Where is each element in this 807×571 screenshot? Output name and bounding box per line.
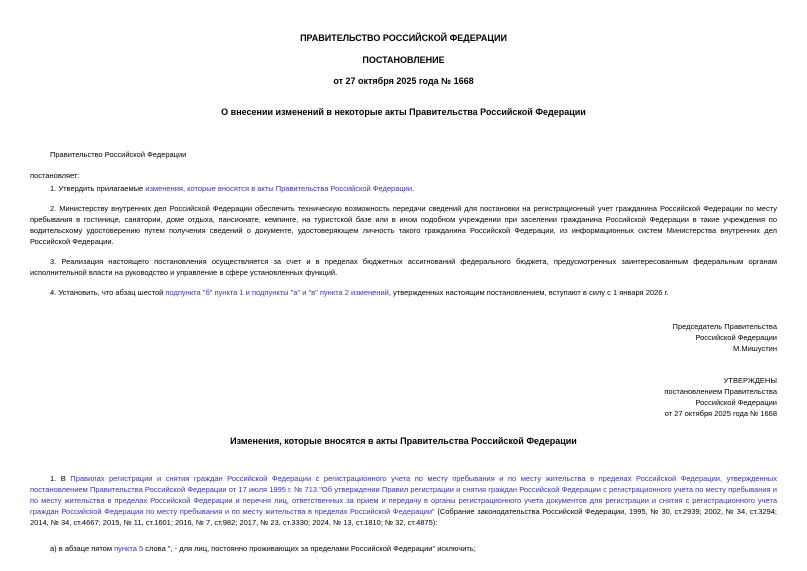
- doc-link[interactable]: изменения, которые вносятся в акты Правительства Российской Федерации: [145, 184, 413, 193]
- doc-link[interactable]: Правилах регистрации и снятия граждан Российской Федерации с регистрационного учета по месту пребывания и по месту жительства в пределах Российской Федерации, утвержденных постановлением Правительства Российской Федерации от 17 июля 1995 г. № 713 "Об утверждении Правил регистрации и снятия граждан Российской Федерации с регистрационного учета по месту пребывания и по месту жительства в пределах Российской Федерации и перечня лиц, ответственных за прием и передачу в органы регистрационного учета документов для регистрации и снятия с регистрационного учета граждан Российской Федерации по месту пребывания и по месту жительства в пределах Российской Федерации": [30, 474, 777, 516]
- amendment-point-1: [30, 473, 777, 528]
- document-type: ПОСТАНОВЛЕНИЕ: [362, 55, 445, 65]
- point-3: [30, 256, 777, 278]
- preamble-line: Правительство Российской Федерации: [50, 150, 187, 159]
- approved-date-number: от 27 октября 2025 года № 1668: [664, 409, 777, 418]
- document-date-number: от 27 октября 2025 года № 1668: [333, 76, 474, 86]
- approved-word: УТВЕРЖДЕНЫ: [723, 376, 777, 385]
- text-segment: 4. Установить, что абзац шестой: [50, 288, 166, 297]
- text-segment: .: [412, 184, 415, 193]
- text-segment: слова ", - для лиц, постоянно проживающих за пределами Российской Федерации" исключить;: [143, 544, 476, 553]
- doc-link[interactable]: подпункта "б" пункта 1 и подпункты "а" и "в" пункта 2 изменений: [165, 288, 389, 297]
- approved-block: [30, 375, 777, 419]
- point-4: [30, 287, 777, 298]
- resolves-line: постановляет:: [30, 171, 80, 180]
- point-1: [30, 183, 777, 194]
- text-segment: 1. В: [50, 474, 71, 483]
- document-org: ПРАВИТЕЛЬСТВО РОССИЙСКОЙ ФЕДЕРАЦИИ: [300, 33, 507, 43]
- text-segment: 1. Утвердить прилагаемые: [50, 184, 146, 193]
- text-segment: (Собрание законодательства Российской Федерации, 1995, № 30, ст.2939; 2002, № 34, ст.3294; 2014, № 34, ст.4667; 2015, № 11, ст.1601; 2016, № 7, ст.982; 2017, № 23, ст.3330; 2024, № 13, ст.1810; № 32, ст.4875):: [30, 507, 777, 527]
- signature-block: [30, 321, 777, 354]
- amendment-item-a: [30, 543, 777, 554]
- approved-org-line: Российской Федерации: [695, 398, 777, 407]
- text-segment: , утвержденных настоящим постановлением, вступают в силу с 1 января 2026 г.: [388, 288, 669, 297]
- approved-by-line: постановлением Правительства: [664, 387, 777, 396]
- signature-name: М.Мишустин: [733, 344, 777, 353]
- point-2: [30, 203, 777, 247]
- amendments-title: Изменения, которые вносятся в акты Правительства Российской Федерации: [230, 436, 577, 446]
- document-title: О внесении изменений в некоторые акты Правительства Российской Федерации: [221, 107, 586, 117]
- text-segment: а) в абзаце пятом: [50, 544, 115, 553]
- text-segment: 3. Реализация настоящего постановления осуществляется за счет и в пределах бюджетных ассигнований федерального бюджета, предусмотренных заинтересованным федеральным органам исполнительной власти на руководство и управление в сфере установленных функций.: [30, 257, 777, 277]
- text-segment: 2. Министерству внутренних дел Российской Федерации обеспечить техническую возможность передачи сведений для постановки на регистрационный учет гражданина Российской Федерации по месту пребывания в гостинице, санатории, доме отдыха, пансионате, кемпинге, на туристской базе или в ином подобном учреждении при заселении гражданина Российской Федерации в такие учреждения по водительскому удостоверению путем получения сведений о документе, удостоверяющем личность такого гражданина Российской Федерации, из информационных систем Министерства внутренних дел Российской Федерации.: [30, 204, 777, 246]
- signature-org-line: Российской Федерации: [695, 333, 777, 342]
- doc-link[interactable]: пункта 5: [114, 544, 144, 553]
- signature-post-line: Председатель Правительства: [672, 322, 777, 331]
